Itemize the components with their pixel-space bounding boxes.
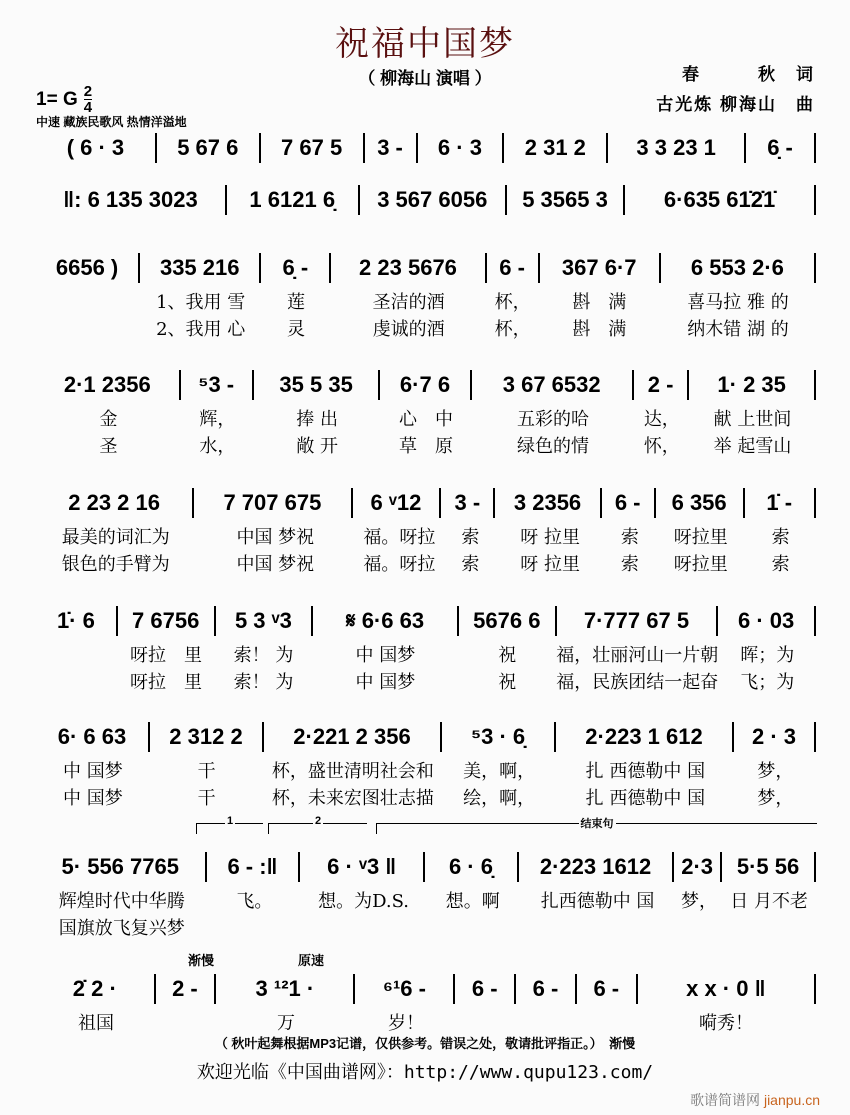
- key-signature: [36, 84, 92, 115]
- lyric-segment: 1、我用 雪: [156, 292, 246, 313]
- music-line: [36, 253, 816, 283]
- measure: 5 67 6: [157, 133, 261, 163]
- lyric-line: [36, 318, 816, 342]
- volta-2: [268, 815, 367, 834]
- lyric-segment: 福，壮丽河山一片朝: [556, 645, 719, 666]
- transcription-note: [0, 1033, 850, 1052]
- lyric-segment: [36, 644, 117, 668]
- music-line: [36, 370, 816, 400]
- lyric-segment: 敞 开: [296, 436, 339, 457]
- lyric-line: [36, 553, 816, 577]
- lyric-segment: 索: [461, 527, 480, 548]
- lyric-segment: 扎西德勒中 国: [540, 891, 655, 912]
- ending-label: 结束句: [580, 818, 614, 830]
- lyric-segment: 日 月不老: [730, 891, 809, 912]
- measure: 7·777 67 5: [557, 606, 719, 636]
- lyric-segment: 呀拉 里: [130, 672, 202, 693]
- lyric-segment: 圣洁的酒: [372, 292, 445, 313]
- rit-mark: 渐慢: [188, 953, 215, 968]
- lyric-segment: 祝: [498, 645, 517, 666]
- lyric-line: [36, 760, 816, 784]
- measure: 6 -: [487, 253, 540, 283]
- music-line: [36, 974, 816, 1004]
- measure: 1 6121 6̣: [227, 185, 360, 215]
- lyric-line: [36, 671, 816, 695]
- lyric-line: [36, 526, 816, 550]
- lyric-segment: 索: [771, 527, 790, 548]
- lyric-segment: 心 中: [399, 409, 453, 430]
- lyric-line: [36, 435, 816, 459]
- music-line: [36, 133, 816, 163]
- lyric-segment: 中国 梦祝: [236, 554, 315, 575]
- composer: 古光炼 柳海山 曲: [656, 95, 815, 114]
- measure: 2̇ 2 ·: [36, 974, 156, 1004]
- time-bottom: 4: [83, 99, 93, 116]
- lyric-segment: 索: [771, 554, 790, 575]
- music-line: [36, 488, 816, 518]
- measure: 7 67 5: [261, 133, 365, 163]
- lyric-segment: 杯，: [494, 292, 531, 313]
- lyric-segment: 莲: [286, 292, 305, 313]
- measure: 2 -: [156, 974, 217, 1004]
- lyric-segment: 岁！: [388, 1013, 424, 1034]
- lyric-segment: 福。呀拉: [363, 554, 436, 575]
- lyric-segment: 福，民族团结一起奋: [556, 672, 719, 693]
- lyric-segment: 达，: [643, 409, 680, 430]
- lyric-segment: 圣: [99, 436, 118, 457]
- measure: 2 · 3: [734, 722, 816, 752]
- lyric-segment: 梦，: [757, 788, 794, 809]
- measure: 7 707 675: [194, 488, 352, 518]
- volta-1-label: 1: [226, 815, 234, 827]
- measure: 2 23 5676: [331, 253, 486, 283]
- lyric-segment: 绿色的情: [516, 436, 589, 457]
- measure: 367 6·7: [540, 253, 661, 283]
- measure: 6 356: [656, 488, 745, 518]
- a-tempo-mark: 原速: [298, 953, 325, 968]
- lyric-segment: [208, 917, 302, 941]
- lyric-segment: 索！ 为: [233, 672, 294, 693]
- lyric-segment: 喜马拉 雅 的: [687, 292, 789, 313]
- lyric-segment: 绘，啊，: [463, 788, 536, 809]
- lyric-segment: 祖国: [78, 1013, 114, 1034]
- lyric-segment: 祝: [498, 672, 517, 693]
- lyric-segment: 晖；为: [740, 645, 795, 666]
- watermark-en: jianpu.cn: [763, 1092, 820, 1108]
- lyric-segment: 干: [197, 761, 216, 782]
- measure: 6· 6 63: [36, 722, 150, 752]
- measure: 2·1 2356: [36, 370, 181, 400]
- measure: 3 67 6532: [472, 370, 634, 400]
- lyric-segment: 索: [620, 554, 639, 575]
- measure: 6 -: [516, 974, 577, 1004]
- lyric-segment: 金: [99, 409, 118, 430]
- lyric-segment: 中国 梦祝: [236, 527, 315, 548]
- lyric-segment: 呀拉里: [673, 527, 728, 548]
- note-rit: 渐慢: [609, 1036, 636, 1051]
- measure: ⁵3 · 6̣: [442, 722, 556, 752]
- lyric-segment: 捧 出: [296, 409, 339, 430]
- lyric-segment: 扎 西德勒中 国: [585, 788, 706, 809]
- measure: 3 3 23 1: [608, 133, 746, 163]
- measure: 5 3 ᵛ3: [216, 606, 314, 636]
- measure: 6 · 03: [718, 606, 816, 636]
- lyric-segment: 飞；为: [740, 672, 795, 693]
- measure: 6 ᵛ12: [353, 488, 442, 518]
- lyric-segment: 纳木错 湖 的: [687, 319, 789, 340]
- measure: 6656 ): [36, 253, 140, 283]
- lyric-segment: [722, 917, 816, 941]
- lyric-line: [36, 291, 816, 315]
- lyric-segment: 梦，: [757, 761, 794, 782]
- lyric-segment: 干: [197, 788, 216, 809]
- lyric-segment: 索！ 为: [233, 645, 294, 666]
- lyric-segment: 呀 拉里: [520, 554, 580, 575]
- lyric-segment: 呀拉 里: [130, 645, 202, 666]
- time-top: 2: [83, 83, 93, 100]
- lyric-segment: [36, 318, 140, 342]
- lyric-segment: 中 国梦: [355, 645, 416, 666]
- measure: 1· 2 35: [689, 370, 816, 400]
- measure: 2·223 1 612: [556, 722, 734, 752]
- measure: 6 -: [602, 488, 656, 518]
- lyric-segment: 献 上世间: [713, 409, 792, 430]
- lyric-segment: 怀，: [643, 436, 680, 457]
- lyric-segment: 呀 拉里: [520, 527, 580, 548]
- lyric-segment: 水，: [199, 436, 236, 457]
- measure: 2 23 2 16: [36, 488, 194, 518]
- lyric-segment: 斟 满: [572, 319, 627, 340]
- lyric-segment: 呀拉里: [673, 554, 728, 575]
- measure: 3 567 6056: [360, 185, 507, 215]
- measure: 1̇· 6: [36, 606, 118, 636]
- lyric-segment: 五彩的哈: [516, 409, 589, 430]
- measure: 6 · 3: [418, 133, 505, 163]
- measure: 6·7 6: [380, 370, 471, 400]
- song-title: 祝福中国梦: [335, 24, 515, 64]
- measure: 5· 556 7765: [36, 852, 207, 882]
- lyric-line: [36, 408, 816, 432]
- lyric-segment: 杯，未来宏图壮志描: [271, 788, 434, 809]
- measure: 6 -: [577, 974, 638, 1004]
- lyric-segment: 飞。: [236, 891, 273, 912]
- lyric-segment: 灵: [286, 319, 305, 340]
- measure: 6·635 61̇2̇1̇: [625, 185, 816, 215]
- measure: x x · 0 ‖: [638, 974, 816, 1004]
- lyric-segment: 2、我用 心: [156, 319, 246, 340]
- lyric-segment: 想。为D.S.: [318, 891, 410, 912]
- watermark: [690, 1090, 820, 1110]
- lyric-segment: 中 国梦: [63, 761, 123, 782]
- note-text: （ 秋叶起舞根据MP3记谱，仅供参考。错误之处，敬请批评指正。）: [214, 1036, 597, 1051]
- lyric-segment: 扎 西德勒中 国: [585, 761, 706, 782]
- lyric-line: [36, 917, 816, 941]
- lyric-segment: 索: [620, 527, 639, 548]
- lyric-line: [36, 787, 816, 811]
- lyric-segment: 福。呀拉: [363, 527, 436, 548]
- lyric-segment: [426, 917, 520, 941]
- lyric-segment: 斟 满: [572, 292, 627, 313]
- measure: 35 5 35: [254, 370, 381, 400]
- measure: 6 · 6̣: [425, 852, 519, 882]
- watermark-cn: 歌谱简谱网: [690, 1092, 761, 1108]
- measure: 𝄋 6·6 63: [313, 606, 459, 636]
- volta-2-label: 2: [314, 815, 322, 827]
- lyric-segment: 嗬秀！: [699, 1013, 753, 1034]
- lyricist: 春 秋 词: [682, 65, 815, 84]
- lyric-segment: 虔诚的酒: [372, 319, 445, 340]
- measure: 5·5 56: [722, 852, 816, 882]
- lyric-segment: 最美的词汇为: [61, 527, 170, 548]
- measure: 3 -: [365, 133, 418, 163]
- singer: （ 柳海山 演唱 ）: [358, 69, 492, 88]
- measure: 2 312 2: [150, 722, 264, 752]
- measure: 6 -: [455, 974, 516, 1004]
- lyric-segment: [301, 917, 426, 941]
- lyric-segment: 万: [277, 1013, 295, 1034]
- lyric-segment: 梦，: [680, 891, 717, 912]
- measure: 5 3565 3: [507, 185, 625, 215]
- measure: ⁶¹6 -: [355, 974, 455, 1004]
- lyric-segment: [36, 291, 140, 315]
- music-line: [36, 722, 816, 752]
- site-footer: 欢迎光临《中国曲谱网》：http://www.qupu123.com/: [196, 1062, 654, 1083]
- volta-1: [196, 815, 263, 834]
- lyric-segment: 辉，: [199, 409, 236, 430]
- music-line: [36, 606, 816, 636]
- lyric-segment: 中 国梦: [63, 788, 123, 809]
- lyric-segment: 杯，盛世清明社会和: [271, 761, 434, 782]
- measure: 335 216: [140, 253, 261, 283]
- lyric-segment: 中 国梦: [355, 672, 416, 693]
- measure: 6̣ -: [261, 253, 331, 283]
- music-line: [36, 185, 816, 215]
- measure: 2·223 1612: [519, 852, 674, 882]
- lyric-segment: [520, 917, 676, 941]
- measure: 6 - :‖: [207, 852, 301, 882]
- measure: 3 ¹²1 ·: [216, 974, 355, 1004]
- measure: ( 6 · 3: [36, 133, 157, 163]
- measure: 3 -: [441, 488, 495, 518]
- measure: 2·221 2 356: [264, 722, 442, 752]
- lyric-segment: 银色的手臂为: [61, 554, 170, 575]
- lyric-segment: 想。啊: [445, 891, 500, 912]
- lyric-segment: 索: [461, 554, 480, 575]
- measure: 3 2356: [495, 488, 601, 518]
- lyric-segment: 举 起雪山: [713, 436, 792, 457]
- measure: 7 6756: [118, 606, 216, 636]
- measure: ⁵3 -: [181, 370, 254, 400]
- ending-bracket: [376, 818, 817, 834]
- tempo-marking: 中速 藏族民歌风 热情洋溢地: [36, 115, 187, 129]
- music-line: [36, 852, 816, 882]
- lyric-segment: 国旗放飞复兴梦: [58, 918, 185, 939]
- measure: 2 -: [634, 370, 689, 400]
- lyric-segment: [676, 917, 723, 941]
- lyric-segment: 杯，: [494, 319, 531, 340]
- lyric-segment: [36, 671, 117, 695]
- time-signature: [84, 84, 92, 115]
- measure: 6 553 2·6: [661, 253, 816, 283]
- measure: ‖: 6 135 3023: [36, 185, 227, 215]
- measure: 2 31 2: [504, 133, 608, 163]
- measure: 6 · ᵛ3 ‖: [300, 852, 425, 882]
- lyric-line: [36, 644, 816, 668]
- measure: 5676 6: [459, 606, 557, 636]
- lyric-segment: 美，啊，: [463, 761, 536, 782]
- measure: 1̇ -: [745, 488, 816, 518]
- lyric-segment: 草 原: [399, 436, 453, 457]
- measure: 6̣ -: [746, 133, 816, 163]
- key: 1= G: [36, 88, 78, 110]
- measure: 2·3: [674, 852, 722, 882]
- lyric-segment: 辉煌时代中华腾: [58, 891, 185, 912]
- lyric-line: [36, 890, 816, 914]
